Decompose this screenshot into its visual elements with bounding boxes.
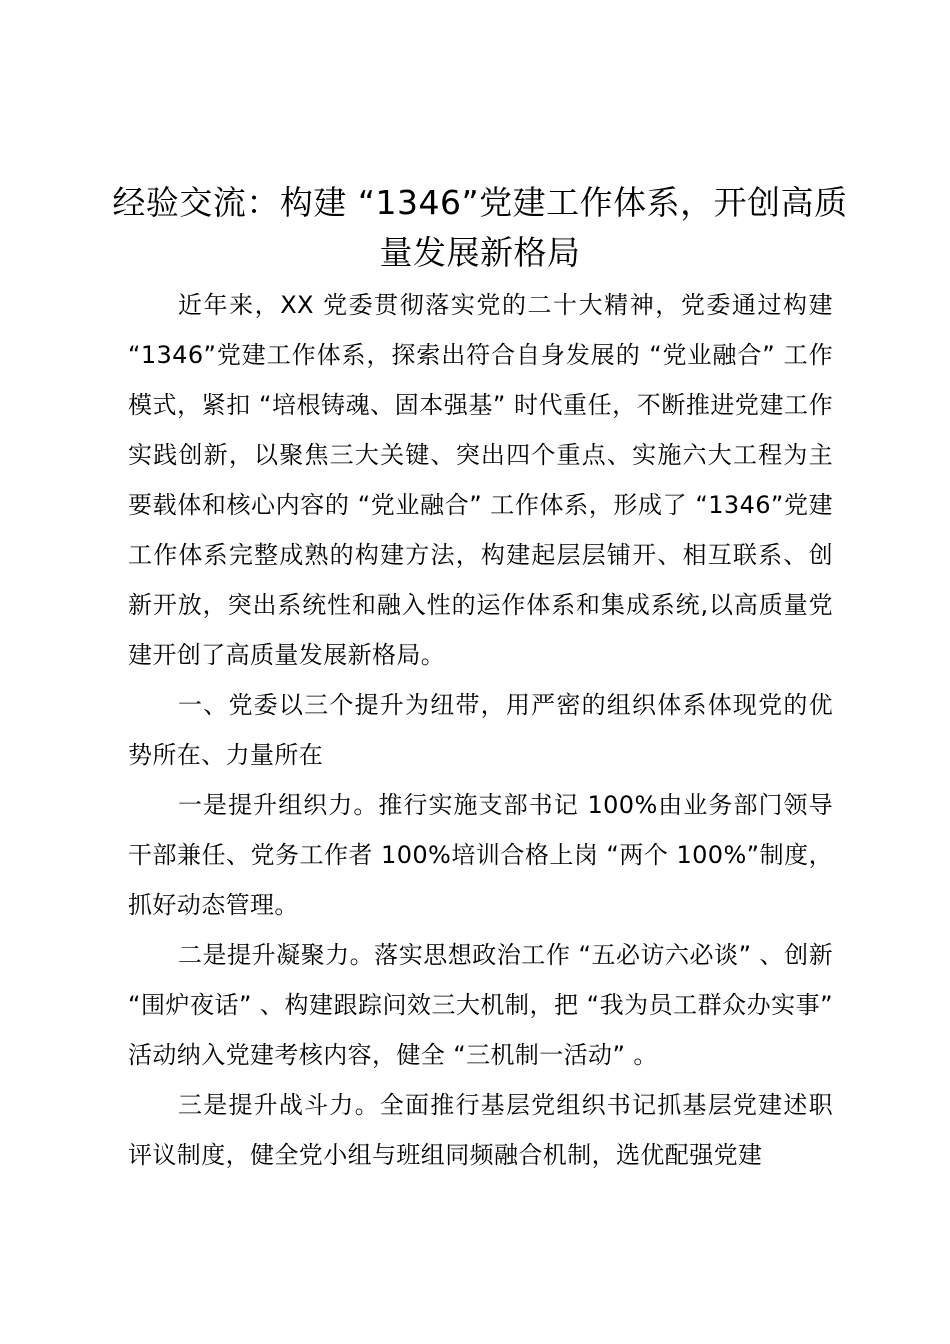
- paragraph-cohesion: 二是提升凝聚力。落实思想政治工作 “五必访六必谈” 、创新 “围炉夜话” 、构建跟踪问效三大机制，把 “我为员工群众办实事” 活动纳入党建考核内容，健全 “三机制一活动” 。: [128, 941, 833, 1069]
- section-heading-one: 一、党委以三个提升为纽带，用严密的组织体系体现党的优势所在、力量所在: [128, 691, 833, 769]
- document-body: [128, 280, 833, 1180]
- paragraph-organization: 一是提升组织力。推行实施支部书记 100%由业务部门领导干部兼任、党务工作者 100%培训合格上岗 “两个 100%”制度，抓好动态管理。: [128, 791, 833, 919]
- paragraph-intro: 近年来，XX 党委贯彻落实党的二十大精神，党委通过构建 “1346”党建工作体系，探索出符合自身发展的 “党业融合” 工作模式，紧扣 “培根铸魂、固本强基” 时代重任，不断推进党建工作实践创新，以聚焦三大关键、突出四个重点、实施六大工程为主要载体和核心内容的 “党业融合” 工作体系，形成了 “1346”党建工作体系完整成熟的构建方法，构建起层层铺开、相互联系、创新开放，突出系统性和融入性的运作体系和集成系统,以高质量党建开创了高质量发展新格局。: [128, 291, 833, 669]
- document-title: 经验交流：构建 “1346”党建工作体系，开创高质量发展新格局: [112, 183, 848, 272]
- paragraph-combat: 三是提升战斗力。全面推行基层党组织书记抓基层党建述职评议制度，健全党小组与班组同频融合机制，选优配强党建: [128, 1091, 833, 1169]
